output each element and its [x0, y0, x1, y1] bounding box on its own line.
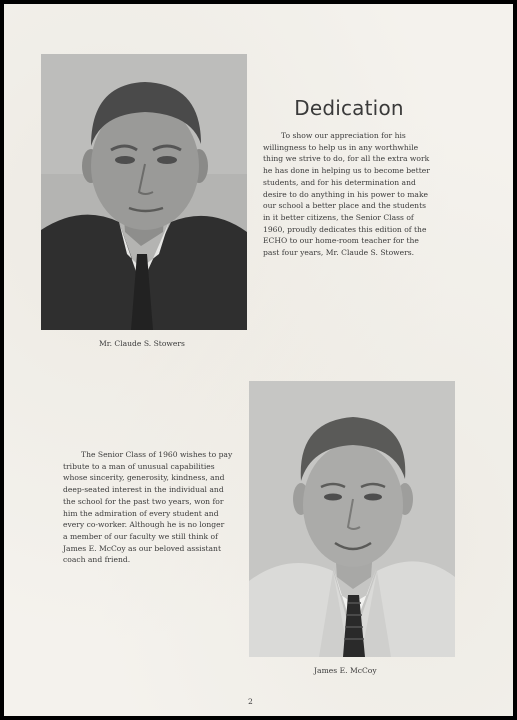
photo-caption-james-mccoy: James E. McCoy [314, 666, 377, 675]
dedication-paragraph [263, 130, 430, 259]
text-line: coach and friend. [63, 555, 131, 565]
text-line: the school for the past two years, won for [63, 496, 224, 506]
portrait-illustration [41, 54, 247, 330]
text-line: To show our appreciation for his [281, 131, 406, 140]
tribute-paragraph [63, 449, 232, 566]
text-line: 1960, proudly dedicates this edition of the [263, 224, 427, 234]
text-line: desire to do anything in his power to make [263, 189, 429, 199]
text-line: students, and for his determination and [263, 177, 416, 187]
text-line: The Senior Class of 1960 wishes to pay [81, 450, 233, 459]
text-line: he has done in helping us to become better [263, 166, 430, 176]
text-line: him the admiration of every student and [63, 508, 219, 518]
text-line: every co-worker. Although he is no longer [63, 520, 225, 530]
text-line: James E. McCoy as our beloved assistant [63, 543, 221, 553]
portrait-illustration [249, 381, 455, 657]
yearbook-page [4, 4, 513, 716]
text-line: deep-seated interest in the individual and [63, 485, 224, 495]
text-line: past four years, Mr. Claude S. Stowers. [263, 248, 415, 258]
text-line: whose sincerity, generosity, kindness, and [63, 473, 225, 483]
portrait-photo-claude-stowers [41, 54, 247, 330]
text-line: thing we strive to do, for all the extra work [263, 154, 430, 164]
portrait-photo-james-mccoy [249, 381, 455, 657]
photo-caption-claude-stowers: Mr. Claude S. Stowers [99, 339, 185, 348]
text-line: our school a better place and the students [263, 201, 427, 211]
text-line: tribute to a man of unusual capabilities [63, 461, 215, 471]
page-number: 2 [248, 697, 253, 706]
page-title: Dedication [294, 96, 404, 120]
text-line: in it better citizens, the Senior Class of [263, 212, 414, 222]
text-line: a member of our faculty we still think of [63, 531, 218, 541]
text-line: ECHO to our home-room teacher for the [263, 236, 419, 246]
text-line: willingness to help us in any worthwhile [263, 142, 419, 152]
